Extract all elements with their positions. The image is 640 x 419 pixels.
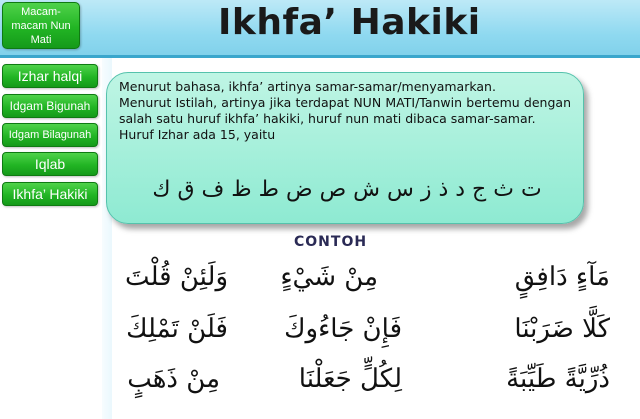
example-maain-daafiq: مَآءٍ دَافِقٍ [514,262,610,292]
example-kalla-dharabna: كَلَّا ضَرَبْنَا [514,314,610,344]
example-likullin-jaalna: لِكُلٍّ جَعَلْنَا [298,364,402,394]
definition-line-bahasa: Menurut bahasa, ikhfa’ artinya samar-samar/menyamarkan. [119,79,496,94]
example-fain-jaauuka: فَإِنْ جَاءُوكَ [284,314,402,344]
example-falan-tamlika: فَلَنْ تَمْلِكَ [126,314,228,344]
definition-box [106,72,584,224]
nav-button-iqlab[interactable]: Iqlab [2,152,98,176]
nav-button-idgam-bilagunah[interactable]: Idgam Bilagunah [2,123,98,147]
nav-button-idgam-bigunah[interactable]: Idgam Bigunah [2,94,98,118]
example-min-dzahab: مِنْ ذَهَبٍ [127,364,220,394]
example-dzurriyyatan-thayyibah: ذُرِّيَّةً طَيِّبَةً [506,364,610,394]
definition-line-istilah: Menurut Istilah, artinya jika terdapat NUN MATI/Tanwin bertemu dengan salah satu huruf ikhfa’ hakiki, huruf nun mati dibaca samar-samar. [119,95,571,126]
nav-button-izhar-halqi[interactable]: Izhar halqi [2,64,98,88]
nav-button-ikhfa-hakiki[interactable]: Ikhfa’ Hakiki [2,182,98,206]
letters-intro: Huruf Izhar ada 15, yaitu [119,127,276,142]
examples-heading: CONTOH [294,234,368,250]
ikhfa-letters: ت ث ج د ذ ز س ش ص ض ط ظ ف ق ك [152,177,542,202]
example-walain-qulta: وَلَئِنْ قُلْتَ [125,262,228,292]
page-title: Ikhfa’ Hakiki [218,2,481,43]
nav-button-macam-macam-nun-mati[interactable]: Macam-macam Nun Mati [2,2,80,49]
example-min-syaiin: مِنْ شَيْءٍ [280,262,378,292]
